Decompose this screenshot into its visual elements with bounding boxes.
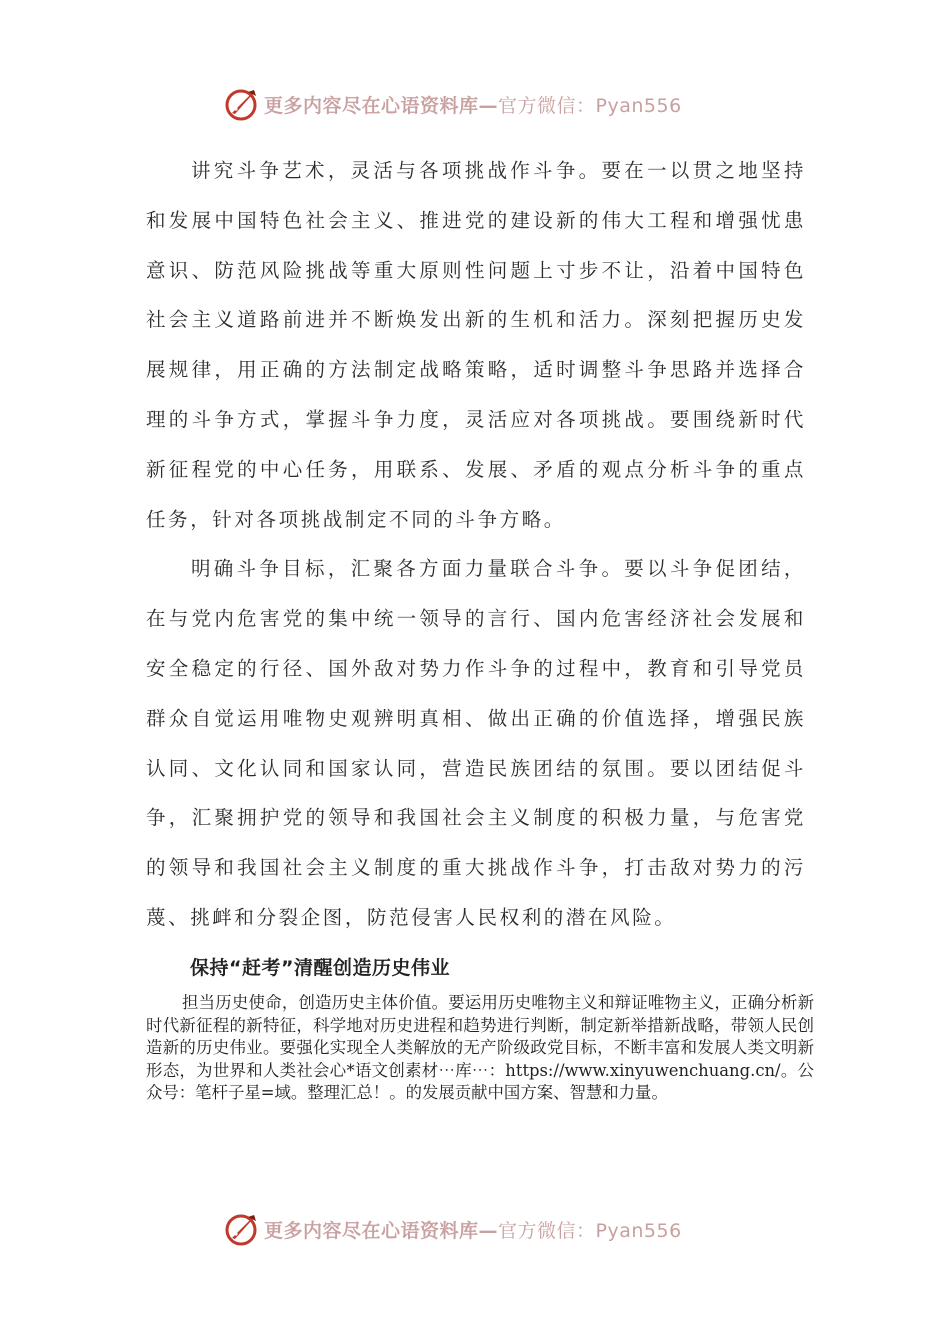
header-banner [224, 84, 744, 124]
paragraph-1: 讲究斗争艺术，灵活与各项挑战作斗争。要在一以贯之地坚持和发展中国特色社会主义、推进党的建设新的伟大工程和增强忧患意识、防范风险挑战等重大原则性问题上寸步不让，沿着中国特色社会主义道路前进并不断焕发出新的生机和活力。深刻把握历史发展规律，用正确的方法制定战略策略，适时调整斗争思路并选择合理的斗争方式，掌握斗争力度，灵活应对各项挑战。要围绕新时代新征程党的中心任务，用联系、发展、矛盾的观点分析斗争的重点任务，针对各项挑战制定不同的斗争方略。 [146, 159, 806, 531]
pen-nib-logo-icon [224, 86, 260, 122]
banner-library-text: 更多内容尽在心语资料库— [264, 94, 499, 117]
section-heading: 保持“赶考”清醒创造历史伟业 [190, 957, 450, 979]
banner-title [264, 1216, 682, 1243]
body-paragraphs [146, 146, 806, 943]
banner-wechat-id: Pyan556 [595, 1219, 682, 1242]
banner-wechat-label: 官方微信： [498, 1219, 596, 1242]
pen-nib-logo-icon [224, 1211, 260, 1247]
banner-library-text: 更多内容尽在心语资料库— [264, 1219, 499, 1242]
banner-title [264, 91, 682, 118]
banner-wechat-id: Pyan556 [595, 94, 682, 117]
footer-banner [224, 1209, 744, 1249]
section-body: 担当历史使命，创造历史主体价值。要运用历史唯物主义和辩证唯物主义，正确分析新时代新征程的新特征，科学地对历史进程和趋势进行判断，制定新举措新战略，带领人民创造新的历史伟业。要强化实现全人类解放的无产阶级政党目标，不断丰富和发展人类文明新形态，为世界和人类社会心*语文创素材⋯库⋯：https://www.xinyuwenchuang.cn/。公众号：笔杆子星=域。整理汇总！。的发展贡献中国方案、智慧和力量。 [146, 993, 814, 1103]
banner-wechat-label: 官方微信： [498, 94, 596, 117]
paragraph-2: 明确斗争目标，汇聚各方面力量联合斗争。要以斗争促团结，在与党内危害党的集中统一领导的言行、国内危害经济社会发展和安全稳定的行径、国外敌对势力作斗争的过程中，教育和引导党员群众自觉运用唯物史观辨明真相、做出正确的价值选择，增强民族认同、文化认同和国家认同，营造民族团结的氛围。要以团结促斗争，汇聚拥护党的领导和我国社会主义制度的积极力量，与危害党的领导和我国社会主义制度的重大挑战作斗争，打击敌对势力的污蔑、挑衅和分裂企图，防范侵害人民权利的潜在风险。 [146, 557, 806, 929]
